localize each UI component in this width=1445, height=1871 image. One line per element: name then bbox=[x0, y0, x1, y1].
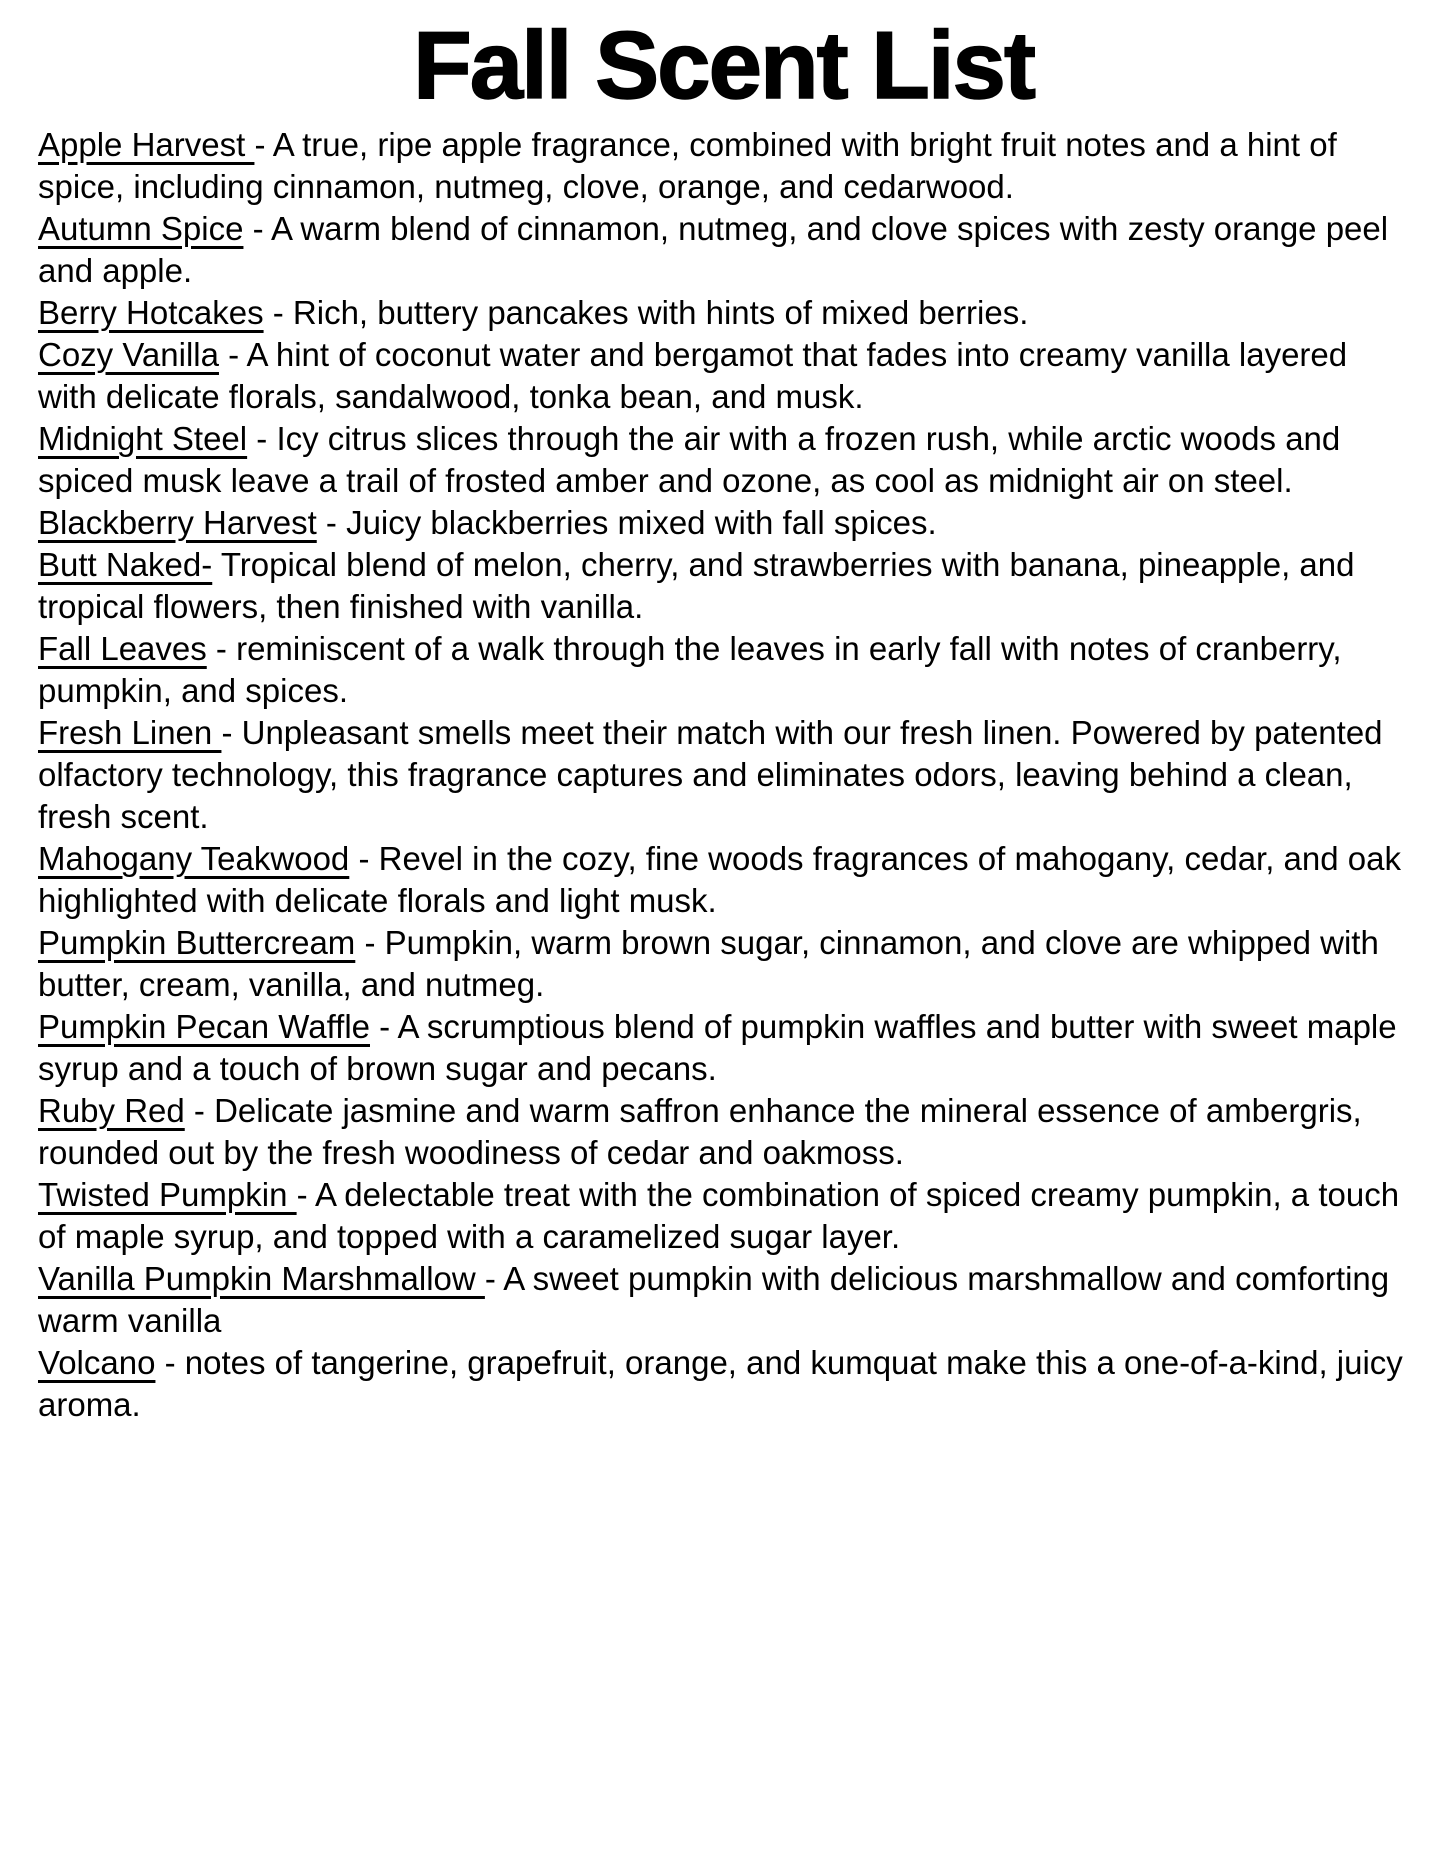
scent-name: Fresh Linen bbox=[38, 713, 222, 751]
scent-list bbox=[38, 124, 1409, 1426]
scent-entry bbox=[38, 544, 1409, 628]
scent-separator: - bbox=[316, 503, 347, 541]
scent-separator: - bbox=[155, 1343, 185, 1381]
scent-entry bbox=[38, 208, 1409, 292]
scent-description: A delectable treat with the combination of spiced creamy pumpkin, a touch of maple syrup, and topped with a caramelized sugar layer. bbox=[38, 1175, 1400, 1255]
scent-separator: - bbox=[184, 1091, 215, 1129]
scent-entry bbox=[38, 334, 1409, 418]
scent-entry bbox=[38, 712, 1409, 838]
scent-description: A warm blend of cinnamon, nutmeg, and clove spices with zesty orange peel and apple. bbox=[38, 209, 1389, 289]
scent-separator: - bbox=[243, 209, 271, 247]
scent-name: Fall Leaves bbox=[38, 629, 207, 667]
scent-name: Ruby Red bbox=[38, 1091, 185, 1129]
scent-description: reminiscent of a walk through the leaves in early fall with notes of cranberry, pumpkin, and spices. bbox=[38, 629, 1342, 709]
scent-description: notes of tangerine, grapefruit, orange, and kumquat make this a one-of-a-kind, juicy aroma. bbox=[38, 1343, 1403, 1423]
scent-entry bbox=[38, 292, 1409, 334]
scent-description: Revel in the cozy, fine woods fragrances of mahogany, cedar, and oak highlighted with delicate florals and light musk. bbox=[38, 839, 1401, 919]
scent-separator: - bbox=[355, 923, 385, 961]
scent-entry bbox=[38, 838, 1409, 922]
scent-entry bbox=[38, 502, 1409, 544]
scent-separator: - bbox=[370, 1007, 398, 1045]
scent-name: Vanilla Pumpkin Marshmallow bbox=[38, 1259, 485, 1297]
scent-name: Pumpkin Buttercream bbox=[38, 923, 356, 961]
scent-separator: - bbox=[247, 419, 277, 457]
scent-name: Mahogany Teakwood bbox=[38, 839, 350, 877]
scent-entry bbox=[38, 418, 1409, 502]
scent-entry bbox=[38, 124, 1409, 208]
scent-description: A sweet pumpkin with delicious marshmallow and comforting warm vanilla bbox=[38, 1259, 1390, 1339]
scent-name: Blackberry Harvest bbox=[38, 503, 317, 541]
scent-description: Rich, buttery pancakes with hints of mixed berries. bbox=[292, 293, 1029, 331]
scent-entry bbox=[38, 922, 1409, 1006]
scent-name: Apple Harvest bbox=[38, 125, 255, 163]
scent-separator: - bbox=[221, 713, 242, 751]
scent-entry bbox=[38, 1174, 1409, 1258]
scent-entry bbox=[38, 1006, 1409, 1090]
scent-entry bbox=[38, 628, 1409, 712]
scent-name: Volcano bbox=[38, 1343, 156, 1381]
scent-name: Twisted Pumpkin bbox=[38, 1175, 297, 1213]
scent-separator: - bbox=[349, 839, 379, 877]
scent-separator bbox=[212, 546, 221, 583]
scent-separator: - bbox=[254, 125, 273, 163]
scent-description: Pumpkin, warm brown sugar, cinnamon, and clove are whipped with butter, cream, vanilla, and nutmeg. bbox=[38, 923, 1379, 1003]
page-title: Fall Scent List bbox=[413, 12, 1034, 119]
scent-separator: - bbox=[296, 1175, 315, 1213]
scent-description: Delicate jasmine and warm saffron enhance the mineral essence of ambergris, rounded out by the fresh woodiness of cedar and oakmoss. bbox=[38, 1091, 1362, 1171]
scent-description: A hint of coconut water and bergamot that fades into creamy vanilla layered with delicate florals, sandalwood, tonka bean, and musk. bbox=[38, 335, 1348, 415]
scent-separator: - bbox=[218, 335, 247, 373]
scent-entry bbox=[38, 1258, 1409, 1342]
scent-entry bbox=[38, 1090, 1409, 1174]
scent-name: Cozy Vanilla bbox=[38, 335, 219, 373]
scent-description: Unpleasant smells meet their match with our fresh linen. Powered by patented olfactory technology, this fragrance captures and eliminates odors, leaving behind a clean, fresh scent. bbox=[38, 713, 1383, 835]
scent-separator: - bbox=[206, 629, 237, 667]
scent-description: A scrumptious blend of pumpkin waffles and butter with sweet maple syrup and a touch of brown sugar and pecans. bbox=[38, 1007, 1397, 1087]
scent-description: Juicy blackberries mixed with fall spices. bbox=[346, 503, 937, 541]
scent-description: Icy citrus slices through the air with a frozen rush, while arctic woods and spiced musk leave a trail of frosted amber and ozone, as cool as midnight air on steel. bbox=[38, 419, 1341, 499]
scent-description: A true, ripe apple fragrance, combined with bright fruit notes and a hint of spice, including cinnamon, nutmeg, clove, orange, and cedarwood. bbox=[38, 125, 1337, 205]
scent-name: Butt Naked- bbox=[38, 545, 213, 583]
scent-name: Berry Hotcakes bbox=[38, 293, 264, 331]
scent-description: Tropical blend of melon, cherry, and strawberries with banana, pineapple, and tropical flowers, then finished with vanilla. bbox=[38, 545, 1355, 625]
scent-separator: - bbox=[263, 293, 293, 331]
scent-name: Autumn Spice bbox=[38, 209, 244, 247]
scent-name: Pumpkin Pecan Waffle bbox=[38, 1007, 370, 1045]
scent-name: Midnight Steel bbox=[38, 419, 248, 457]
scent-separator: - bbox=[484, 1259, 504, 1297]
scent-entry bbox=[38, 1342, 1409, 1426]
